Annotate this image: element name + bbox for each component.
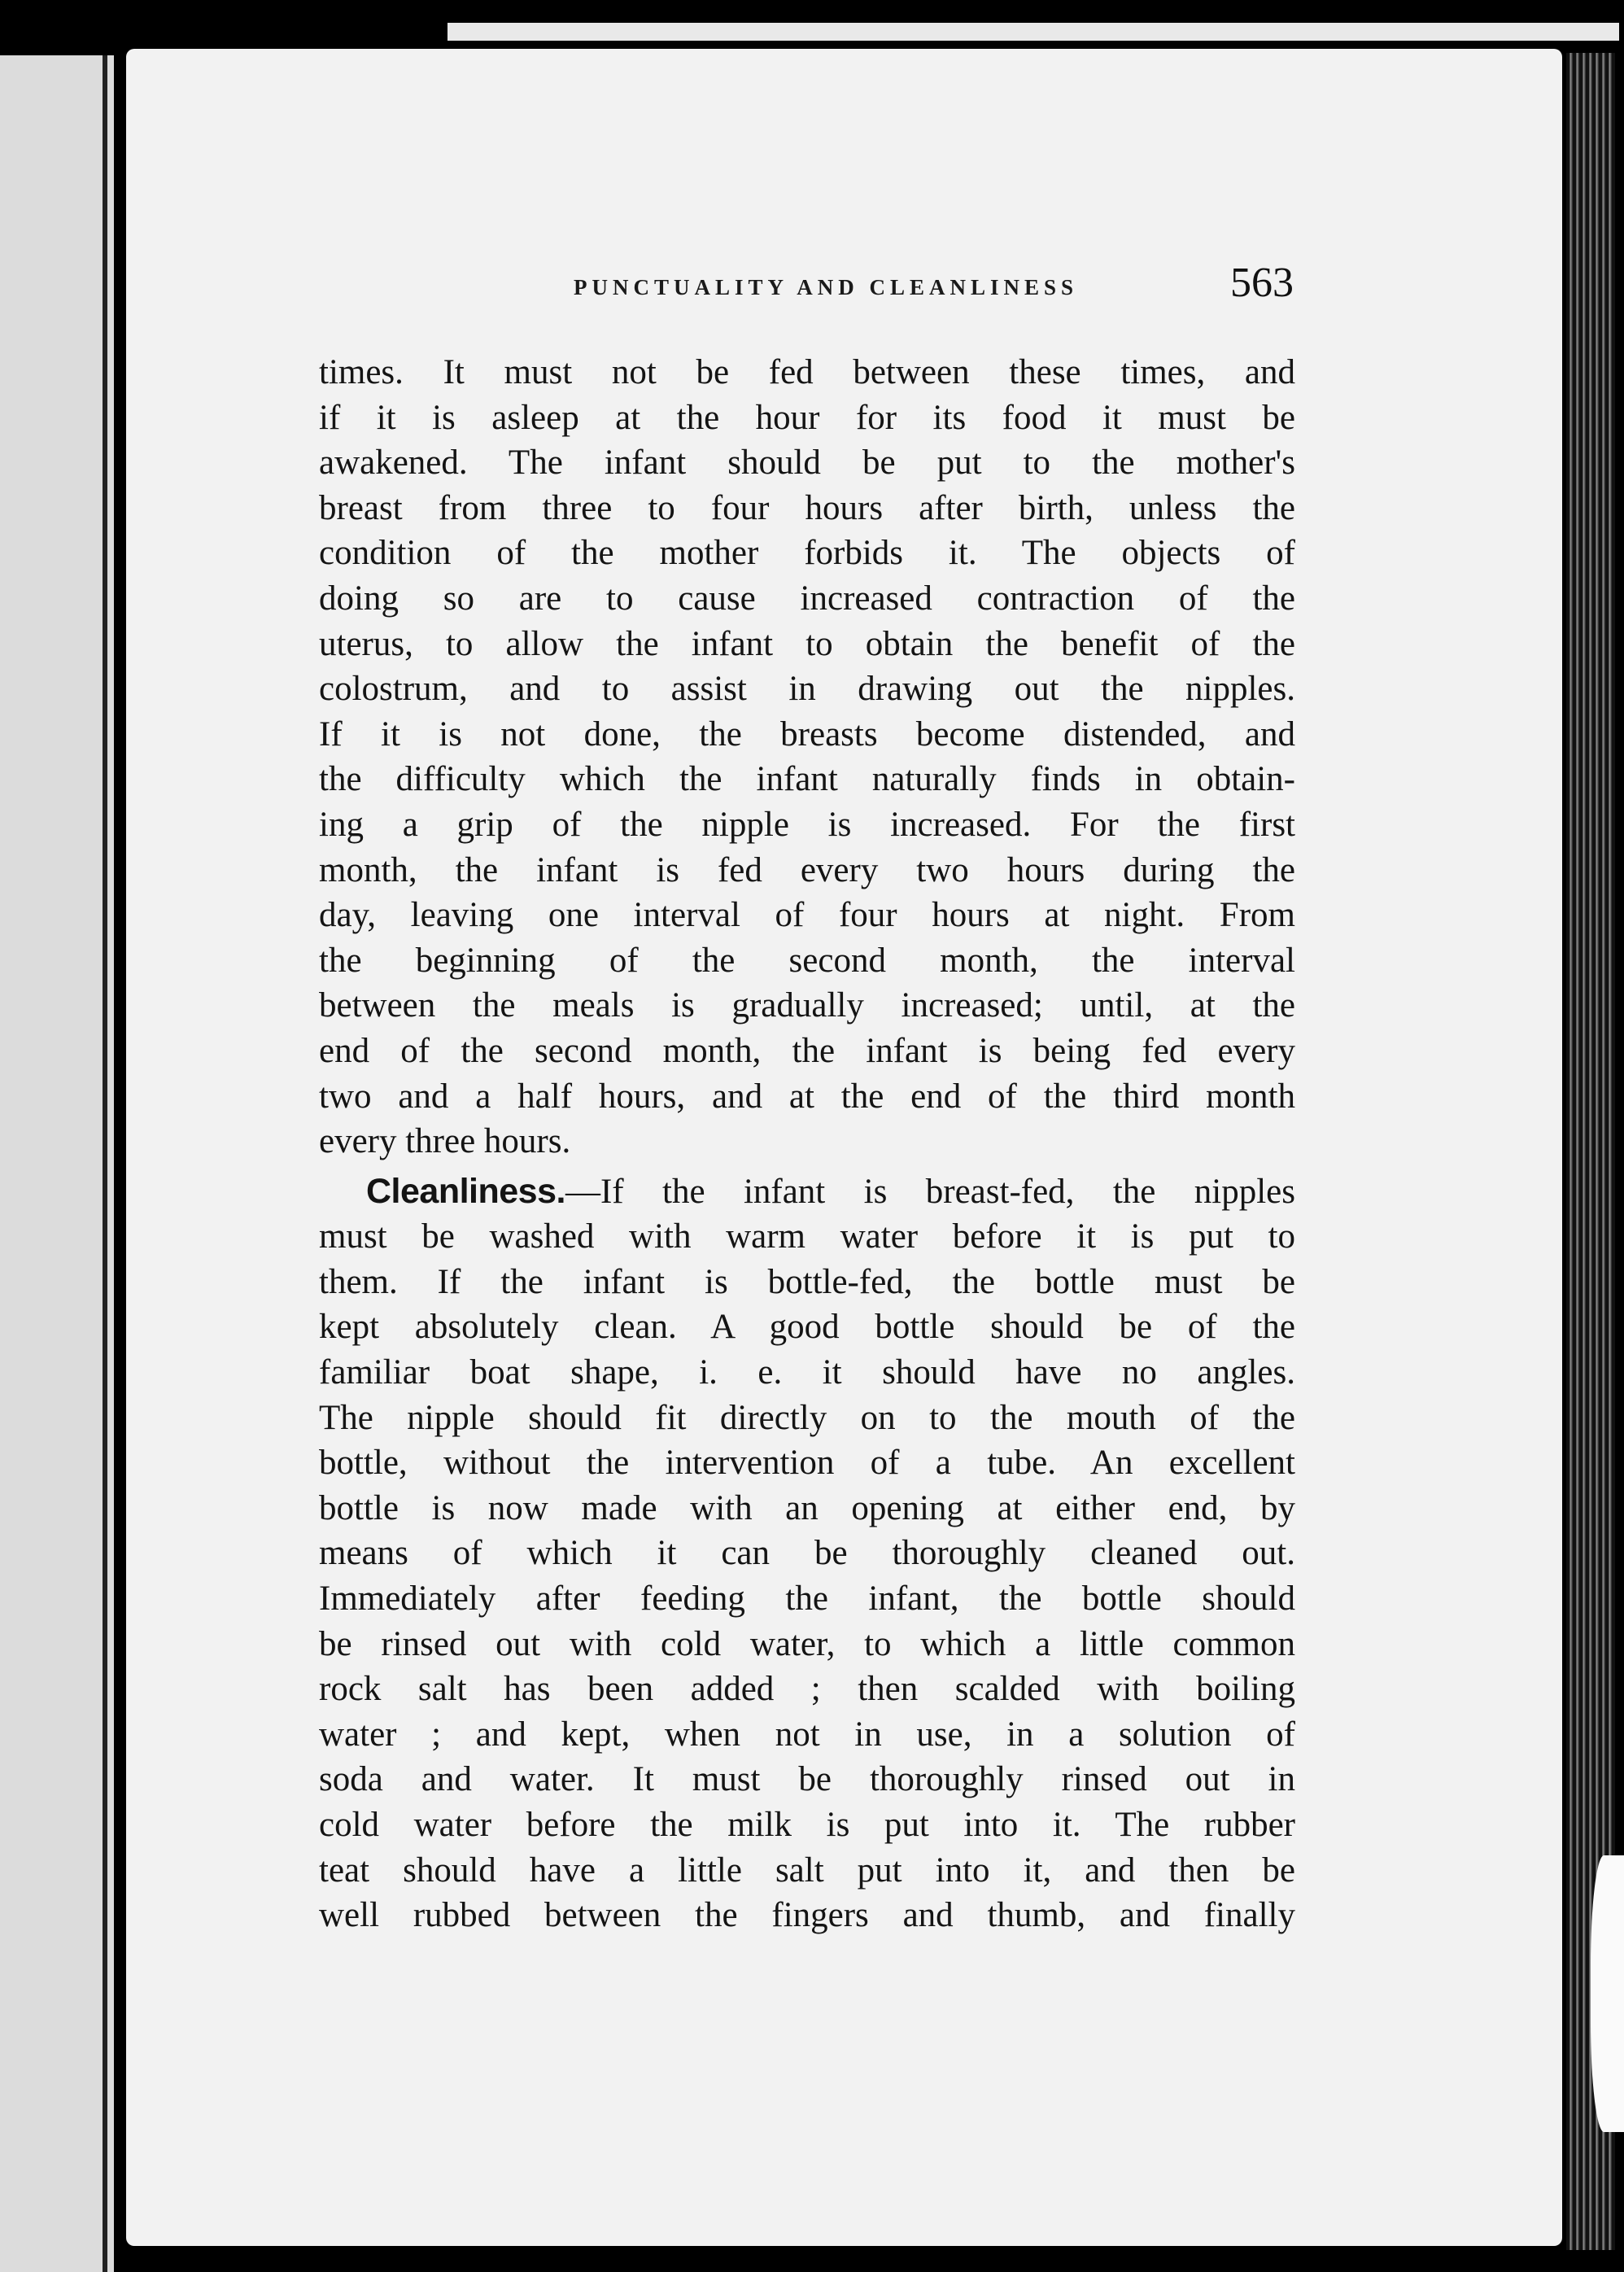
paper-deckle bbox=[1591, 1855, 1624, 2132]
text-line: be rinsed out with cold water, to which a little common bbox=[319, 1624, 1295, 1663]
text-line: end of the second month, the infant is being fed every bbox=[319, 1031, 1295, 1070]
text-line: rock salt has been added ; then scalded with boiling bbox=[319, 1670, 1295, 1709]
paragraph-punctuality bbox=[319, 350, 1295, 1164]
running-head: PUNCTUALITY AND CLEANLINESS bbox=[573, 275, 1079, 299]
text-line: two and a half hours, and at the end of the third month bbox=[319, 1077, 1295, 1116]
heading-continuation: —If the infant is breast-fed, the nipples bbox=[565, 1172, 1295, 1211]
text-line: day, leaving one interval of four hours at night. From bbox=[319, 896, 1295, 935]
text-line: doing so are to cause increased contraction of the bbox=[319, 579, 1295, 618]
text-line: soda and water. It must be thoroughly rinsed out in bbox=[319, 1760, 1295, 1799]
text-line: the difficulty which the infant naturally finds in obtain- bbox=[319, 760, 1295, 799]
text-line: water ; and kept, when not in use, in a solution of bbox=[319, 1715, 1295, 1754]
text-line: the beginning of the second month, the interval bbox=[319, 941, 1295, 980]
text-line: month, the infant is fed every two hours during the bbox=[319, 850, 1295, 889]
paragraph-cleanliness bbox=[319, 1169, 1295, 1938]
text-line: If it is not done, the breasts become distended, and bbox=[319, 714, 1295, 754]
text-line: them. If the infant is bottle-fed, the bottle must be bbox=[319, 1262, 1295, 1301]
facing-page-edge bbox=[0, 55, 114, 2272]
text-line: Immediately after feeding the infant, the bottle should bbox=[319, 1579, 1295, 1619]
page-number: 563 bbox=[1230, 260, 1294, 306]
text-line: well rubbed between the fingers and thumb, and finally bbox=[319, 1896, 1295, 1935]
text-line: bottle, without the intervention of a tube. An excellent bbox=[319, 1444, 1295, 1483]
text-line: awakened. The infant should be put to the mother's bbox=[319, 443, 1295, 483]
text-line: uterus, to allow the infant to obtain the benefit of the bbox=[319, 624, 1295, 663]
text-line: breast from three to four hours after birth, unless the bbox=[319, 488, 1295, 527]
text-line: colostrum, and to assist in drawing out the nipples. bbox=[319, 670, 1295, 709]
text-line: times. It must not be fed between these times, and bbox=[319, 353, 1295, 391]
text-line bbox=[319, 1169, 1295, 1215]
text-line: familiar boat shape, i. e. it should have no angles. bbox=[319, 1353, 1295, 1392]
text-line: The nipple should fit directly on to the mouth of the bbox=[319, 1398, 1295, 1437]
text-line: means of which it can be thoroughly cleaned out. bbox=[319, 1534, 1295, 1573]
page-body bbox=[319, 350, 1295, 1938]
section-heading: Cleanliness. bbox=[366, 1171, 565, 1211]
text-line: kept absolutely clean. A good bottle should be of the bbox=[319, 1308, 1295, 1347]
text-line: bottle is now made with an opening at either end, by bbox=[319, 1488, 1295, 1527]
text-line: if it is asleep at the hour for its food it must be bbox=[319, 398, 1295, 437]
text-line: ing a grip of the nipple is increased. For the first bbox=[319, 805, 1295, 844]
text-line: every three hours. bbox=[319, 1122, 571, 1161]
text-line: between the meals is gradually increased; until, at the bbox=[319, 986, 1295, 1025]
text-line: cold water before the milk is put into it. The rubber bbox=[319, 1806, 1295, 1844]
text-line: condition of the mother forbids it. The objects of bbox=[319, 534, 1295, 573]
scan-top-strip bbox=[447, 23, 1619, 41]
text-line: teat should have a little salt put into it, and then be bbox=[319, 1850, 1295, 1890]
text-line: must be washed with warm water before it is put to bbox=[319, 1217, 1295, 1256]
